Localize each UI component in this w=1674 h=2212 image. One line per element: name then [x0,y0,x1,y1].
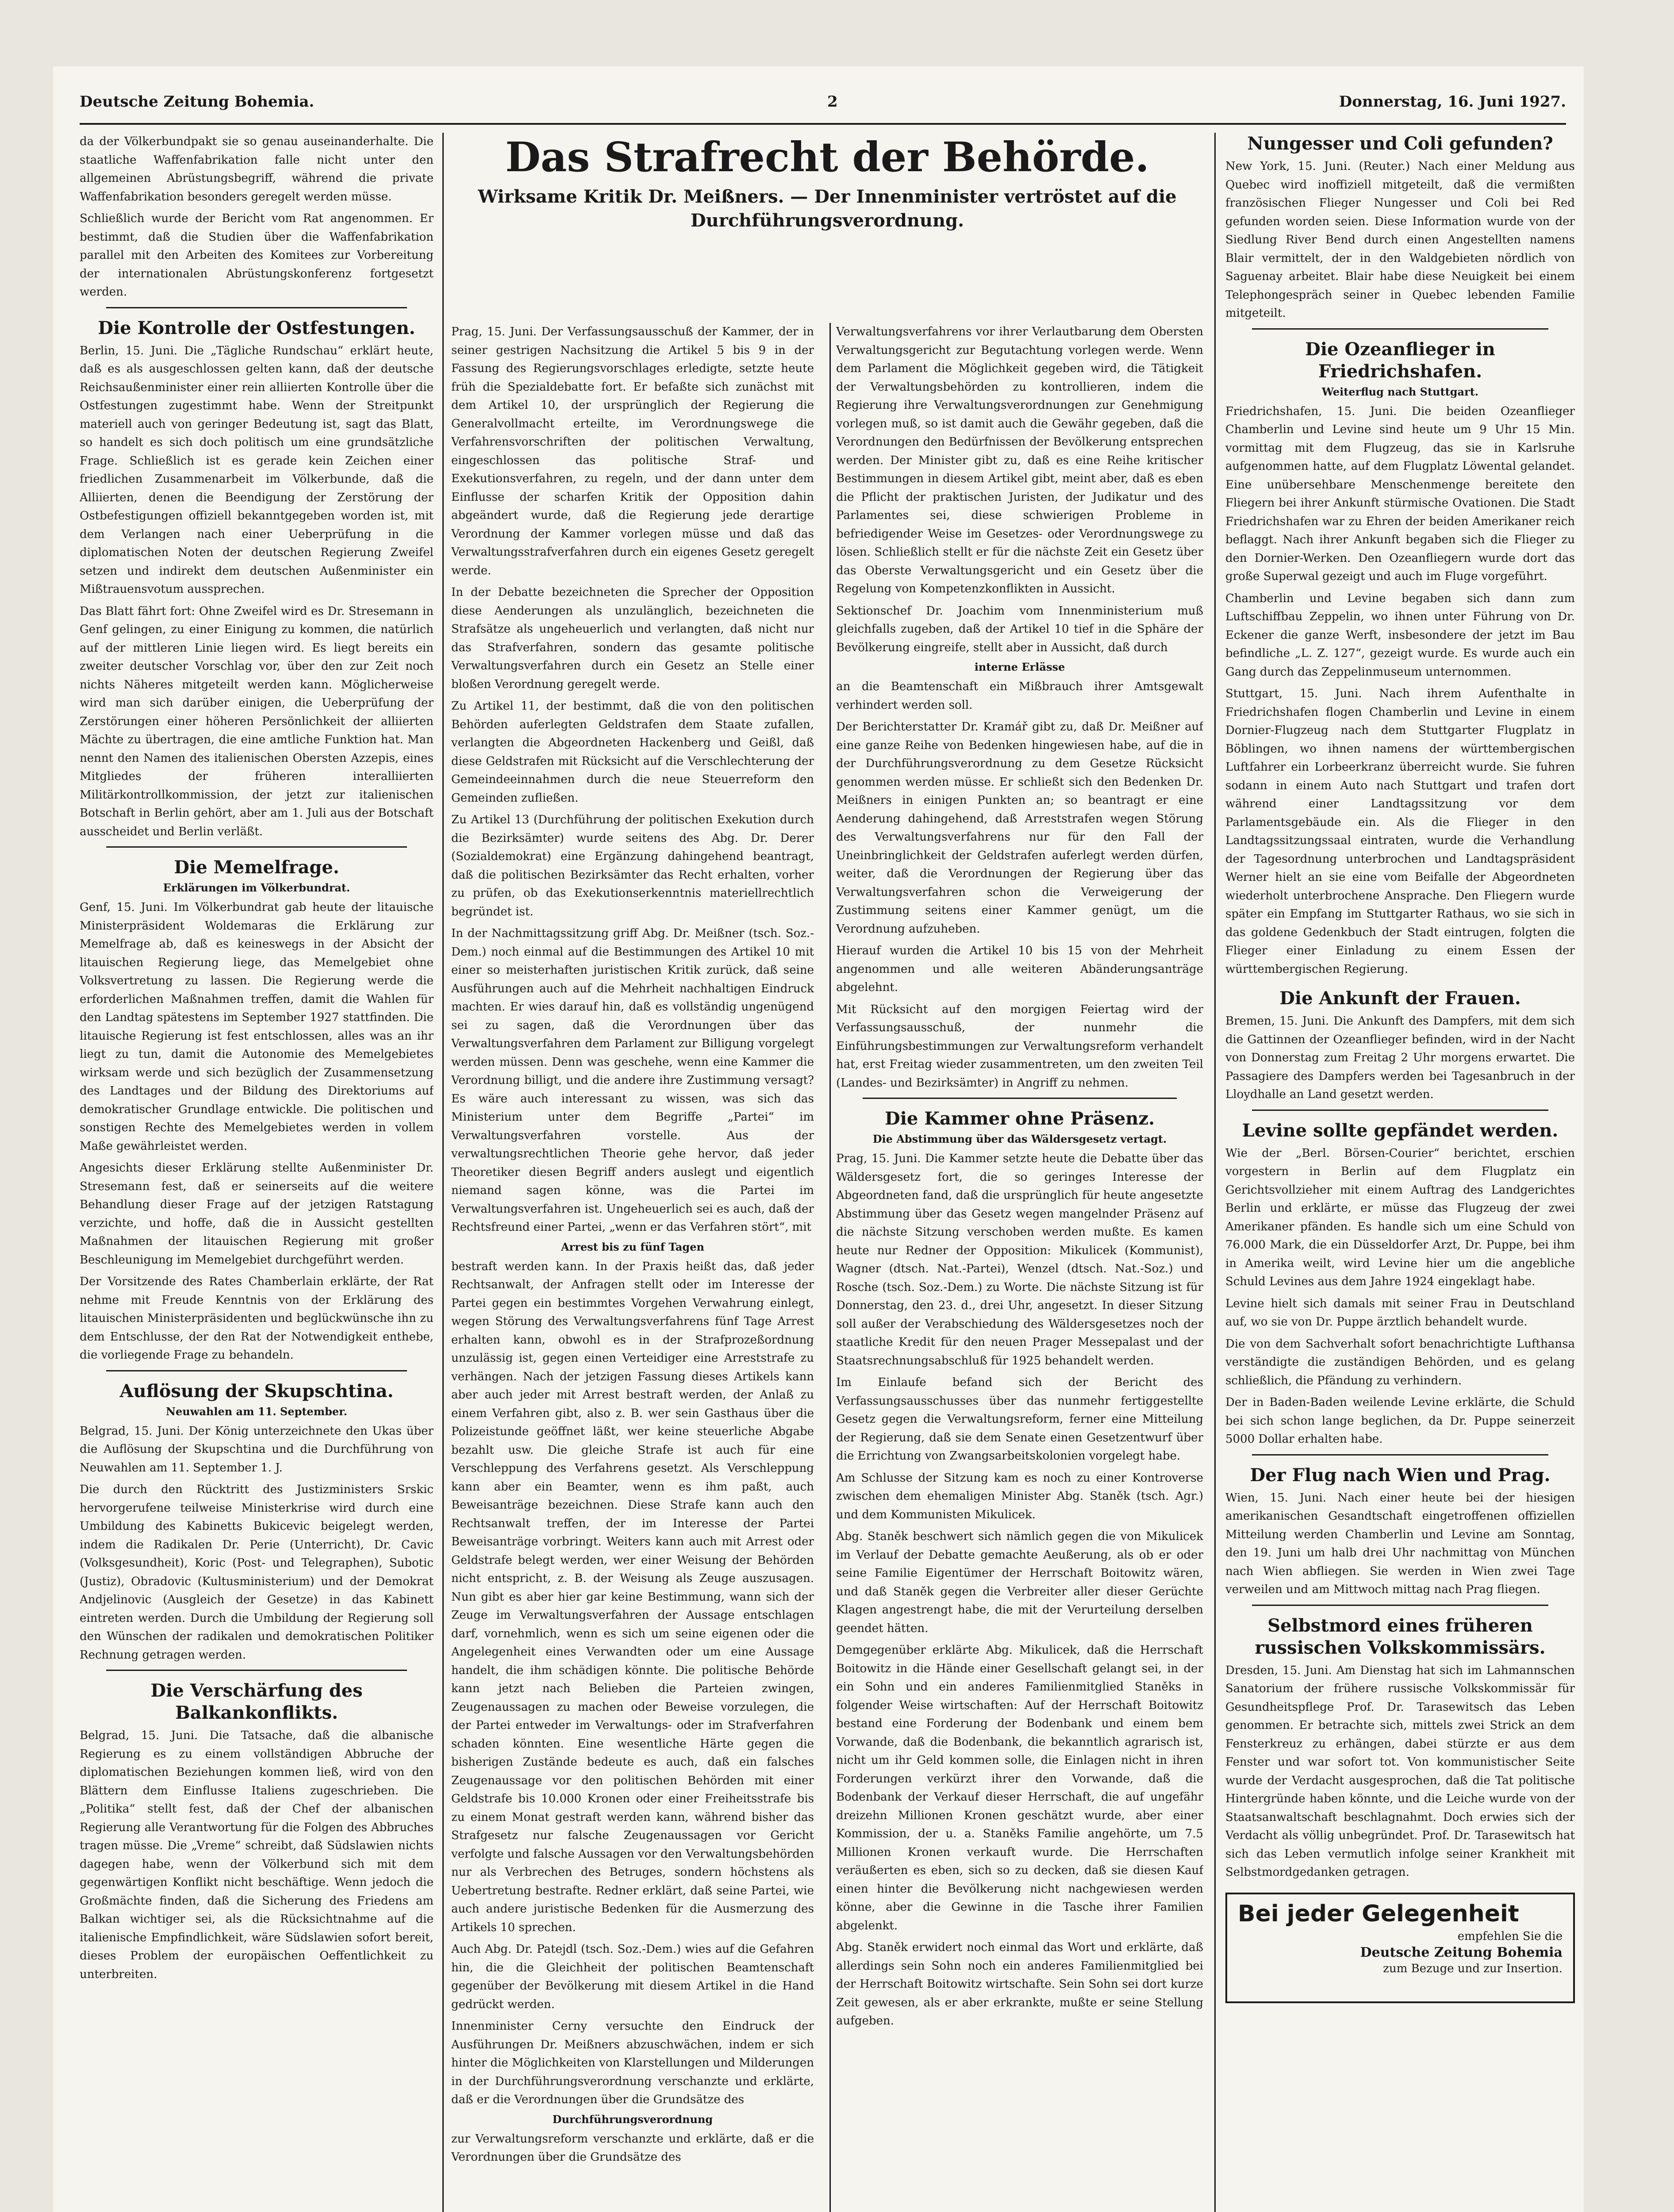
subheadline-kammer: Die Abstimmung über das Wäldersgesetz vertagt. [872,1133,1167,1145]
article-paragraph: zur Verwaltungsreform verschanzte und erklärte, daß er die Verordnungen über die Grundsätze des [451,2132,814,2164]
column-right [1225,133,1575,2212]
headline-flug-wien-prag: Der Flug nach Wien und Prag. [1250,1464,1551,1486]
ad-headline: Bei jeder Gelegenheit [1238,1900,1519,1927]
article-separator [106,846,407,848]
article-paragraph: New York, 15. Juni. (Reuter.) Nach einer Meldung aus Quebec wird inoffiziell mitgeteilt, daß die vermißten französischen Flieger Nungesser und Coli bei Red gefunden worden seien. Diese Information wurde von der Siedlung River Bend durch einen Angestellten namens Blair vermittelt, der in den Waldgebieten nördlich von Saguenay arbeitet. Blair habe diese Neuigkeit bei einem Telephongespräch seiner in Quebec lebenden Familie mitgeteilt. [1225,160,1575,320]
headline-skupschtina: Auflösung der Skupschtina. [119,1380,394,1402]
headline-nungesser: Nungesser und Coli gefunden? [1247,133,1553,154]
article-paragraph: Der Vorsitzende des Rates Chamberlain erklärte, der Rat nehme mit Freude Kenntnis von der Erklärung des litauischen Ministerpräsidenten und beglückwünsche ihn zu dem Entschlusse, der den Rat der Notwendigkeit enthebe, die vorliegende Frage zu behandeln. [80,1275,434,1362]
ad-line: zum Bezuge und zur Insertion. [1383,1962,1563,1975]
article-paragraph: Im Einlaufe befand sich der Bericht des Verfassungsausschusses über das nunmehr fertiggestellte Gesetz gegen die Verwaltungsreform, ferner eine Mitteilung der Regierung, daß sie dem Senate einen Gesetzentwurf über die Errichtung von Zwangsarbeitskolonien vorgelegt habe. [836,1376,1203,1463]
article-paragraph: Verwaltungsverfahrens vor ihrer Verlautbarung dem Obersten Verwaltungsgericht zur Begutachtung vorlegen werde. Wenn dem Parlament die Möglichkeit gegeben wird, die Tätigkeit der Verwaltungsbehörden zu kontrollieren, indem die Regierung ihre Verwaltungsverordnungen zur Genehmigung vorlegen muß, so ist damit auch die Gewähr gegeben, daß die Verordnungen den Bedürfnissen der Bevölkerung entsprechen werden. Der Minister gibt zu, daß es eine Reihe kritischer Bestimmungen in diesem Artikel gibt, meint aber, daß es eben die Pflicht der praktischen Juristen, der Judikatur und des Parlamentes sei, diese schwierigen Probleme in befriedigender Weise im Gesetzes- oder Verordnungswege zu lösen. Schließlich stellt er für die nächste Zeit ein Gesetz über das Oberste Verwaltungsgericht und ein Gesetz über die Regelung von Kompetenzkonflikten in Aussicht. [836,325,1203,595]
article-paragraph: Innenminister Cerny versuchte den Eindruck der Ausführungen Dr. Meißners abzuschwächen, indem er sich hinter die Möglichkeiten von Klarstellungen und Milderungen in der Durchführungsverordnung verschanzte und erklärte, daß er die Verordnungen über die Grundsätze des [451,2020,814,2106]
article-paragraph: Hierauf wurden die Artikel 10 bis 15 von der Mehrheit angenommen und alle weiteren Abänderungsanträge abgelehnt. [836,944,1203,994]
lead-deck: Wirksame Kritik Dr. Meißners. — Der Innenminister vertröstet auf die Durchführungsverordnung. [478,186,1177,231]
article-paragraph: Der Berichterstatter Dr. Kramář gibt zu, daß Dr. Meißner auf eine ganze Reihe von Bedenken hingewiesen habe, auf die in der Durchführungsverordnung zu dem Gesetze Rücksicht genommen werden müsse. Er schließt sich den Bedenken Dr. Meißners in einigen Punkten an; so beantragt er eine Aenderung dahingehend, daß Arreststrafen wegen Störung des Verwaltungsverfahrens nur für den Fall der Uneinbringlichkeit der Geldstrafen auferlegt werden dürfen, weiter, daß die Verordnungen der Regierung über das Verwaltungsverfahren schon die Verweigerung der Zustimmung seitens einer Kammer genügt, um die Verordnung aufzuheben. [836,720,1203,936]
article-paragraph: an die Beamtenschaft ein Mißbrauch ihrer Amtsgewalt verhindert werden soll. [836,680,1203,712]
article-separator [1252,328,1548,330]
article-paragraph: Friedrichshafen, 15. Juni. Die beiden Ozeanflieger Chamberlin und Levine sind heute um 9 Uhr 15 Min. vormittag mit dem Flugzeug, das sie in Karlsruhe aufgenommen hatte, auf dem Flugplatz Löwental gelandet. Eine unübersehbare Menschenmenge bereitete den Fliegern bei ihrer Ankunft stürmische Ovationen. Die Stadt Friedrichshafen war zu Ehren der beiden Amerikaner reich beflaggt. Nach ihrer Ankunft begaben sich die Flieger zu den Dornier-Werken. Den Ozeanfliegern wurde dort das große Superwal gezeigt und auch im Fluge vorgeführt. [1225,404,1575,583]
subheadline-skupschtina: Neuwahlen am 11. September. [166,1405,347,1418]
lead-subcolumn-left [451,323,814,2212]
article-paragraph: Am Schlusse der Sitzung kam es noch zu einer Kontroverse zwischen dem ehemaligen Minister Abg. Staněk (tsch. Agr.) und dem Kommunisten Mikulicek. [836,1471,1203,1521]
article-separator [106,307,407,308]
ad-line: empfehlen Sie die [1457,1929,1563,1943]
article-paragraph: Berlin, 15. Juni. Die „Tägliche Rundschau“ erklärt heute, daß es als ausgeschlossen gelten kann, daß der deutsche Reichsaußenminister einer rein alliierten Kontrolle über die Ostfestungen zugestimmt habe. Wenn der Streitpunkt materiell auch von geringer Bedeutung ist, sagt das Blatt, so handelt es sich doch politisch um eine grundsätzliche Frage. Schließlich ist es gerade kein Zeichen einer friedlichen Zusammenarbeit im Völkerbunde, daß die Alliierten, denen die Beendigung der Zerstörung der Ostbefestigungen offiziell bekanntgegeben worden ist, mit dem Verlangen nach einer Ueberprüfung in die diplomatischen Noten der deutschen Regierung Zweifel setzen und indirekt dem deutschen Außenminister ein Mißtrauensvotum aussprechen. [80,344,434,596]
newspaper-page [53,66,1584,2212]
article-paragraph: Der in Baden-Baden weilende Levine erklärte, die Schuld bei sich schon lange beglichen, da Dr. Puppe seinerzeit 5000 Dollar erhalten habe. [1225,1396,1575,1446]
headline-ankunft-frauen: Die Ankunft der Frauen. [1279,988,1521,1009]
article-paragraph: Abg. Staněk erwidert noch einmal das Wort und erklärte, daß allerdings sein Sohn noch ein anderes Familienmitglied bei der Herrschaft Boitowitz wirtschafte. Sein Sohn sei dort kurze Zeit gewesen, als er aber erkrankte, mußte er seine Stellung aufgeben. [836,1941,1203,2028]
column-rule-1 [442,133,444,2212]
article-paragraph: Wien, 15. Juni. Nach einer heute bei der hiesigen amerikanischen Gesandtschaft eingetroffenen offiziellen Mitteilung werden Chamberlin und Levine am Sonntag, den 19. Juni um halb drei Uhr nachmittag von München nach Wien abfliegen. Sie werden in Wien zwei Tage verweilen und am Mittwoch mittag nach Prag fliegen. [1225,1491,1575,1596]
article-paragraph: Demgegenüber erklärte Abg. Mikulicek, daß die Herrschaft Boitowitz in die Hände einer Gesellschaft gelangt sei, in der ein Sohn und ein anderes Familienmitglied Staněks in folgender Weise wirtschaften: Auf der Herrschaft Boitowitz bestand eine Forderung der Bodenbank und einem bem Vorwande, daß die Bodenbank, die bekanntlich agrarisch ist, nicht um ihr Geld kommen solle, die Einlagen nicht in ihren Forderungen verkürzt ihrer den Vorwande, daß die Bodenbank der Verkauf dieser Herrschaft, die auf ungefähr dreizehn Millionen Kronen geschätzt wurde, aber einer Kommission, der u. a. Staněks Familie angehörte, um 7.5 Millionen Kronen verkauft wurde. Die Herrschaften veräußerten es eben, sich so zu decken, daß sie diesen Kauf einen hinter die Bevölkerung nicht nachgewiesen werden könne, aber die Gewinne in die Tasche ihrer Familien abgelenkt. [836,1644,1203,1932]
article-paragraph: Auch Abg. Dr. Patejdl (tsch. Soz.-Dem.) wies auf die Gefahren hin, die die Gleichheit der politischen Beamtenschaft gegenüber der Bevölkerung mit diesem Artikel in die Hand gedrückt werden. [451,1943,814,2011]
article-paragraph: Belgrad, 15. Juni. Die Tatsache, daß die albanische Regierung es zu einem vollständigen Abbruche der diplomatischen Beziehungen kommen ließ, wird von den Blättern dem Einflusse Italiens zugeschrieben. Die „Politika“ stellt fest, daß der Chef der albanischen Regierung alle Verantwortung für die Folgen des Abbruches tragen müsse. Die „Vreme“ schreibt, daß Südslawien nichts dagegen habe, wenn der Völkerbund sich mit dem gegenwärtigen Konflikt nicht beschäftige. Wenn jedoch die Großmächte finden, daß die Sicherung des Friedens am Balkan wichtiger sei, als die Rücksichtnahme auf die italienische Empfindlichkeit, wäre Südslawien sofort bereit, dieses Problem der europäischen Oeffentlichkeit zu unterbreiten. [80,1729,434,1981]
article-paragraph: Die von dem Sachverhalt sofort benachrichtigte Lufthansa verständigte die zuständigen Behörden, und es gelang schließlich, die Pfändung zu verhindern. [1225,1337,1575,1387]
column-rule-2 [1214,133,1216,2212]
headline-memelfrage: Die Memelfrage. [174,857,339,878]
article-separator [106,1370,407,1371]
subheadline-ozeanflieger: Weiterflug nach Stuttgart. [1321,385,1479,398]
ad-newspaper-name: Deutsche Zeitung Bohemia [1360,1944,1563,1960]
article-paragraph: bestraft werden kann. In der Praxis heißt das, daß jeder Rechtsanwalt, der Anfragen stellt oder im Interesse der Partei gegen ein bestimmtes Vorgehen Verwahrung einlegt, wegen Störung des Verwaltungsverfahrens fünf Tage Arrest erhalten kann, obwohl es in der Strafprozeßordnung unzulässig ist, gegen einen Verteidiger eine Arreststrafe zu verhängen. Nach der jetzigen Fassung dieses Artikels kann aber auch jeder mit Arrest bestraft werden, der Anlaß zu einem Verfahren gibt, also z. B. wer sein Gasthaus über die Polizeistunde geöffnet läßt, wer keine steuerliche Abgabe bezahlt usw. Die gleiche Strafe ist auch für eine Verschleppung des Verfahrens gesetzt. Als Verschleppung kann aber ein Beamter, wenn es ihm paßt, auch Beweisanträge bezeichnen. Diese Strafe kann auch den Rechtsanwalt treffen, der im Interesse der Partei Beweisanträge vorbringt. Weiters kann auch mit Arrest oder Geldstrafe belegt werden, wer einer Weisung der Behörden nicht entspricht, z. B. der Weisung als Zeuge auszusagen. Nun gibt es aber hier gar keine Bestimmung, wann sich der Zeuge im Verwaltungsverfahren der Aussage entschlagen darf, vornehmlich, wenn es sich um seine eigenen oder die Angelegenheit eines Verwandten oder um eine Aussage handelt, die ihm schädigen könnte. Die politische Behörde kann jetzt nach Belieben die Parteien zwingen, Zeugenaussagen zu machen oder Beweise vorzulegen, die der Partei entweder im Verwaltungs- oder im Strafverfahren schaden könnten. Eine wesentliche Härte gegen die bisherigen Zustände bedeute es auch, daß ein falsches Zeugenaussage vor den politischen Behörden mit einer Geldstrafe bis 10.000 Kronen oder einer Freiheitsstrafe bis zu einem Monat gestraft werden kann, während bisher das Strafgesetz nur falsche Zeugenaussagen vor Gericht verfolgte und falsche Aussagen vor den Verwaltungsbehörden nur als Verbrechen des Betruges, sondern höchstens als Uebertretung bestrafte. Redner erklärt, daß seine Partei, wie auch andere juristische Bedenken für die Ausmerzung des Artikels 10 sprechen. [451,1260,814,1934]
article-paragraph: Genf, 15. Juni. Im Völkerbundrat gab heute der litauische Ministerpräsident Woldemaras die Erklärung zur Memelfrage ab, daß es keineswegs in der Absicht der litauischen Regierung liege, das Memelgebiet ohne Volksvertretung zu lassen. Die Regierung werde die erforderlichen Maßnahmen treffen, damit die Wahlen für den Landtag spätestens im September 1927 stattfinden. Die litauische Regierung ist fest entschlossen, alles was an ihr liegt zu tun, damit die Autonomie des Memelgebietes wirksam werde und sich bezüglich der Zusammensetzung des Landtages und der Bildung des Direktoriums auf demokratischer Grundlage entwickle. Die politischen und sonstigen Rechte des Memelgebietes werden in vollem Maße gewährleistet werden. [80,901,434,1153]
column-center [451,133,1203,2212]
article-separator [106,1670,407,1671]
headline-kammer: Die Kammer ohne Präsenz. [884,1108,1155,1129]
article-paragraph: Sektionschef Dr. Joachim vom Innenministerium muß gleichfalls zugeben, daß der Artikel 10 tief in die Sphäre der Bevölkerung eingreife, stellt aber in Aussicht, daß durch [836,604,1203,654]
header-rule [80,123,1566,125]
article-paragraph: Wie der „Berl. Börsen-Courier“ berichtet, erschien vorgestern in Berlin auf dem Flugplatz ein Gerichtsvollzieher mit einem Auftrag des Landgerichtes Berlin und erklärte, er müsse das Flugzeug der zwei Amerikaner pfänden. Es handle sich um eine Schuld von 76.000 Mark, die ein Düsseldorfer Arzt, Dr. Puppe, bei ihm in Amerika weilt, wird Levine hier um die angebliche Schuld Levines aus dem Jahre 1924 eingeklagt habe. [1225,1146,1575,1288]
article-paragraph: Abg. Staněk beschwert sich nämlich gegen die von Mikulicek im Verlauf der Debatte gemachte Aeußerung, als ob er oder seine Familie Eigentümer der Herrschaft Boitowitz wären, und daß Staněk gegen die Verbreiter aller dieser Gerüchte Klagen angestrengt habe, die mit der Verurteilung derselben geendet hätten. [836,1530,1203,1635]
article-paragraph: Prag, 15. Juni. Der Verfassungsausschuß der Kammer, der in seiner gestrigen Nachsitzung die Artikel 5 bis 9 in der Fassung des Regierungsvorschlages erledigte, setzte heute früh die Spezialdebatte fort. Er befaßte sich zunächst mit dem Artikel 10, der ursprünglich der Regierung die Generalvollmacht erteilte, im Verordnungswege die Verfahrensvorschriften der politischen Verwaltung, eingeschlossen das politische Straf- und Exekutionsverfahren, zu regeln, und der dann unter dem Einflusse der scharfen Kritik der Opposition dahin abgeändert wurde, daß die Regierung jede derartige Verordnung der Kammer vorlegen müsse und daß das Verwaltungsstrafverfahren durch ein eigenes Gesetz geregelt werde. [451,325,814,577]
intro-paragraph: da der Völkerbundpakt sie so genau auseinanderhalte. Die staatliche Waffenfabrikation falle nicht unter den allgemeinen Abrüstungsbegriff, während die private Waffenfabrikation besonders geregelt werden müsse. [80,135,434,204]
issue-date: Donnerstag, 16. Juni 1927. [1339,93,1566,111]
headline-balkankonflikt: Die Verschärfung des Balkankonflikts. [150,1680,363,1723]
article-paragraph: Die durch den Rücktritt des Justizministers Srskic hervorgerufene teilweise Ministerkrise wird durch eine Umbildung des Kabinetts Bukicevic beigelegt werden, indem die Radikalen Dr. Perie (Unterricht), Dr. Cavic (Volksgesundheit), Koric (Post- und Telegraphen), Subotic (Justiz), Obradovic (Kultusministerium) und der Demokrat Andjelinovic (Ausgleich der Gesetze) in das Kabinett eintreten werden. Durch die Umbildung der Regierung soll den Wünschen der radikalen und demokratischen Politiker Rechnung getragen werden. [80,1483,434,1662]
article-separator [1252,1454,1548,1455]
article-paragraph: Stuttgart, 15. Juni. Nach ihrem Aufenthalte in Friedrichshafen flogen Chamberlin und Levine in einem Dornier-Flugzeug nach dem Stuttgarter Flugplatz in Böblingen, wo ihnen namens der württembergischen Luftfahrer ein Lorbeerkranz überreicht wurde. Sie fuhren sodann in einem Auto nach Stuttgart und trafen dort während einer Landtagssitzung vor dem Parlamentsgebäude ein. Als die Flieger in den Landtagssitzungssaal eintraten, wurde die Verhandlung der Tagesordnung unterbrochen und Landtagspräsident Werner hielt an sie eine vom Beifalle der Abgeordneten wiederholt unterbrochene Ansprache. Den Fliegern wurde später ein Empfang im Stuttgarter Rathaus, wo sie sich in das goldene Gedenkbuch der Stadt eintrugen, folgten die Flieger einer Einladung zu einem Essen der württembergischen Regierung. [1225,687,1575,976]
page-header [80,93,1566,119]
inline-subhead: Durchführungsverordnung [552,2112,713,2126]
article-paragraph: Dresden, 15. Juni. Am Dienstag hat sich im Lahmannschen Sanatorium der frühere russische Volkskommissär für Gesundheitspflege Prof. Dr. Tarasewitsch das Leben genommen. Er betrachte sich, mittels zwei Strick an dem Fensterkreuz zu erhängen, dabei stürzte er aus dem Fenster und war sofort tot. Von kommunistischer Seite wurde der Verdacht ausgesprochen, daß die Tat politische Hintergründe haben könnte, und die Leiche wurde von der Staatsanwaltschaft beschlagnahmt. Doch erwies sich der Verdacht als völlig unbegründet. Prof. Dr. Tarasewitsch hat sich das Leben vermutlich infolge seiner Krankheit mit Selbstmordgedanken getragen. [1225,1663,1575,1879]
masthead-name: Deutsche Zeitung Bohemia. [80,93,315,111]
article-paragraph: Angesichts dieser Erklärung stellte Außenminister Dr. Stresemann fest, daß er seinerseits auf die weitere Behandlung dieser Frage auf der jetzigen Ratstagung verzichte, und hoffe, daß die in Aussicht gestellten Maßnahmen der litauischen Regierung mit großer Beschleunigung im Memelgebiet durchgeführt werden. [80,1161,434,1267]
advertisement-box [1225,1893,1575,2003]
headline-selbstmord: Selbstmord eines früheren russischen Volkskommissärs. [1255,1615,1546,1658]
article-separator [1252,1605,1548,1606]
article-paragraph: Chamberlin und Levine begaben sich dann zum Luftschiffbau Zeppelin, wo ihnen unter Führung von Dr. Eckener die ganze Werft, insbesondere der jetzt im Bau befindliche „L. Z. 127“, gezeigt wurde. Es wurde auch ein Gang durch das Zeppelinmuseum unternommen. [1225,591,1575,679]
column-left [80,133,434,2212]
subheadline-memelfrage: Erklärungen im Völkerbundrat. [163,881,350,894]
article-separator [1252,1110,1548,1111]
headline-ozeanflieger: Die Ozeanflieger in Friedrichshafen. [1305,338,1495,382]
article-separator [863,1098,1177,1099]
intro-paragraph: Schließlich wurde der Bericht vom Rat angenommen. Er bestimmt, daß die Studien über die Waffenfabrikation parallel mit den Arbeiten des Komitees zur Vorbereitung der internationalen Abrüstungskonferenz fortgesetzt werden. [80,212,434,299]
lead-headline: Das Strafrecht der Behörde. [505,133,1149,181]
inline-subhead: Arrest bis zu fünf Tagen [561,1240,704,1253]
article-paragraph: Belgrad, 15. Juni. Der König unterzeichnete den Ukas über die Auflösung der Skupschtina und die Durchführung von Neuwahlen am 11. September 1. J. [80,1424,434,1475]
headline-ostfestungen: Die Kontrolle der Ostfestungen. [98,317,415,338]
article-paragraph: Das Blatt fährt fort: Ohne Zweifel wird es Dr. Stresemann in Genf gelingen, zu einer Einigung zu kommen, die natürlich auf der mittleren Linie liegen wird. Es liegt bereits ein zweiter deutscher Vorschlag vor, über den zur Zeit noch nichts Näheres mitgeteilt werden kann. Möglicherweise wird man sich darüber einigen, die Ueberprüfung der Zerstörungen einer höheren Persönlichkeit der alliierten Mächte zu übertragen, die eine amtliche Funktion hat. Man nennt den Namen des italienischen Obersten Azzepis, eines Mitgliedes der früheren interalliierten Militärkontrollkommission, der jetzt zur italienischen Botschaft in Berlin gehört, aber am 1. Juli aus der Botschaft ausscheidet und Berlin verläßt. [80,604,434,838]
headline-levine: Levine sollte gepfändet werden. [1242,1120,1559,1141]
inline-subhead: interne Erlässe [974,661,1065,673]
article-paragraph: In der Debatte bezeichneten die Sprecher der Opposition diese Aenderungen als unzulänglich, bezeichneten die Strafsätze als ungeheuerlich und verlangten, daß nicht nur das Strafverfahren, sondern das gesamte politische Verwaltungsverfahren durch ein Gesetz an Stelle einer bloßen Verordnung geregelt werde. [451,586,814,691]
article-paragraph: Zu Artikel 11, der bestimmt, daß die von den politischen Behörden auferlegten Geldstrafen dem Staate zufallen, verlangten die Abgeordneten Hackenberg und Geißl, daß diese Geldstrafen mit Rücksicht auf die Verschlechterung der Gemeindeeinnahmen durch die neue Steuerreform den Gemeinden zufließen. [451,699,814,805]
lead-subcolumn-right [836,323,1203,2212]
page-number: 2 [827,93,838,111]
article-paragraph: In der Nachmittagssitzung griff Abg. Dr. Meißner (tsch. Soz.-Dem.) noch einmal auf die Bestimmungen des Artikel 10 mit einer so meisterhaften juristischen Kritik zurück, daß seine Ausführungen auch auf die Mehrheit nachhaltigen Eindruck machten. Er wies darauf hin, daß es vollständig ungenügend sei zu sagen, daß die Verordnungen über das Verwaltungsverfahren dem Parlament zur Billigung vorgelegt werden müssen. Denn was geschehe, wenn eine Kammer die Verordnung billigt, und die andere ihre Zustimmung versagt? Es wäre auch interessant zu wissen, was sich das Ministerium unter dem Begriffe „Partei“ im Verwaltungsverfahren vorstelle. Aus der verwaltungsrechtlichen Theorie gehe hervor, daß jeder Theoretiker diesen Begriff anders auslegt und eigentlich niemand sagen könne, was die Partei im Verwaltungsverfahren ist. Ungeheuerlich sei es auch, daß der Rechtsfreund einer Partei, „wenn er das Verfahren stört“, mit [451,927,814,1234]
article-paragraph: Levine hielt sich damals mit seiner Frau in Deutschland auf, wo sie von Dr. Puppe ärztlich behandelt wurde. [1225,1297,1575,1329]
article-paragraph: Bremen, 15. Juni. Die Ankunft des Dampfers, mit dem sich die Gattinnen der Ozeanflieger befinden, wird in der Nacht von Donnerstag zum Freitag 2 Uhr morgens erwartet. Die Passagiere des Dampfers werden bei Tagesanbruch in der Lloydhalle an Land gesetzt werden. [1225,1014,1575,1101]
article-paragraph: Prag, 15. Juni. Die Kammer setzte heute die Debatte über das Wäldersgesetz fort, die so geringes Interesse der Abgeordneten fand, daß die ursprünglich für heute angesetzte Abstimmung über das Gesetz wegen mangelnder Präsenz auf die nächste Sitzung verschoben werden mußte. Es kamen heute nur Redner der Opposition: Mikulicek (Kommunist), Wagner (dtsch. Nat.-Partei), Wenzel (dtsch. Nat.-Soz.) und Rosche (tsch. Soz.-Dem.) zu Worte. Die nächste Sitzung ist für Donnerstag, den 23. d., drei Uhr, angesetzt. In dieser Sitzung soll außer der Verabschiedung des Wäldersgesetzes noch der staatliche Kredit für den neuen Prager Messepalast und der Staatsrechnungsabschluß für 1925 behandelt werden. [836,1152,1203,1367]
article-paragraph: Mit Rücksicht auf den morgigen Feiertag wird der Verfassungsausschuß, der nunmehr die Einführungsbestimmungen zur Verwaltungsreform verhandelt hat, erst Freitag wieder zusammentreten, um den zweiten Teil (Landes- und Bezirksämter) in Angriff zu nehmen. [836,1002,1203,1090]
article-paragraph: Zu Artikel 13 (Durchführung der politischen Exekution durch die Bezirksämter) wurde seitens des Abg. Dr. Derer (Sozialdemokrat) eine Ergänzung dahingehend beantragt, daß die politischen Bezirksämter das Recht erhalten, vorher zu prüfen, ob das Exekutionserkenntnis materiellrechtlich begründet ist. [451,813,814,918]
